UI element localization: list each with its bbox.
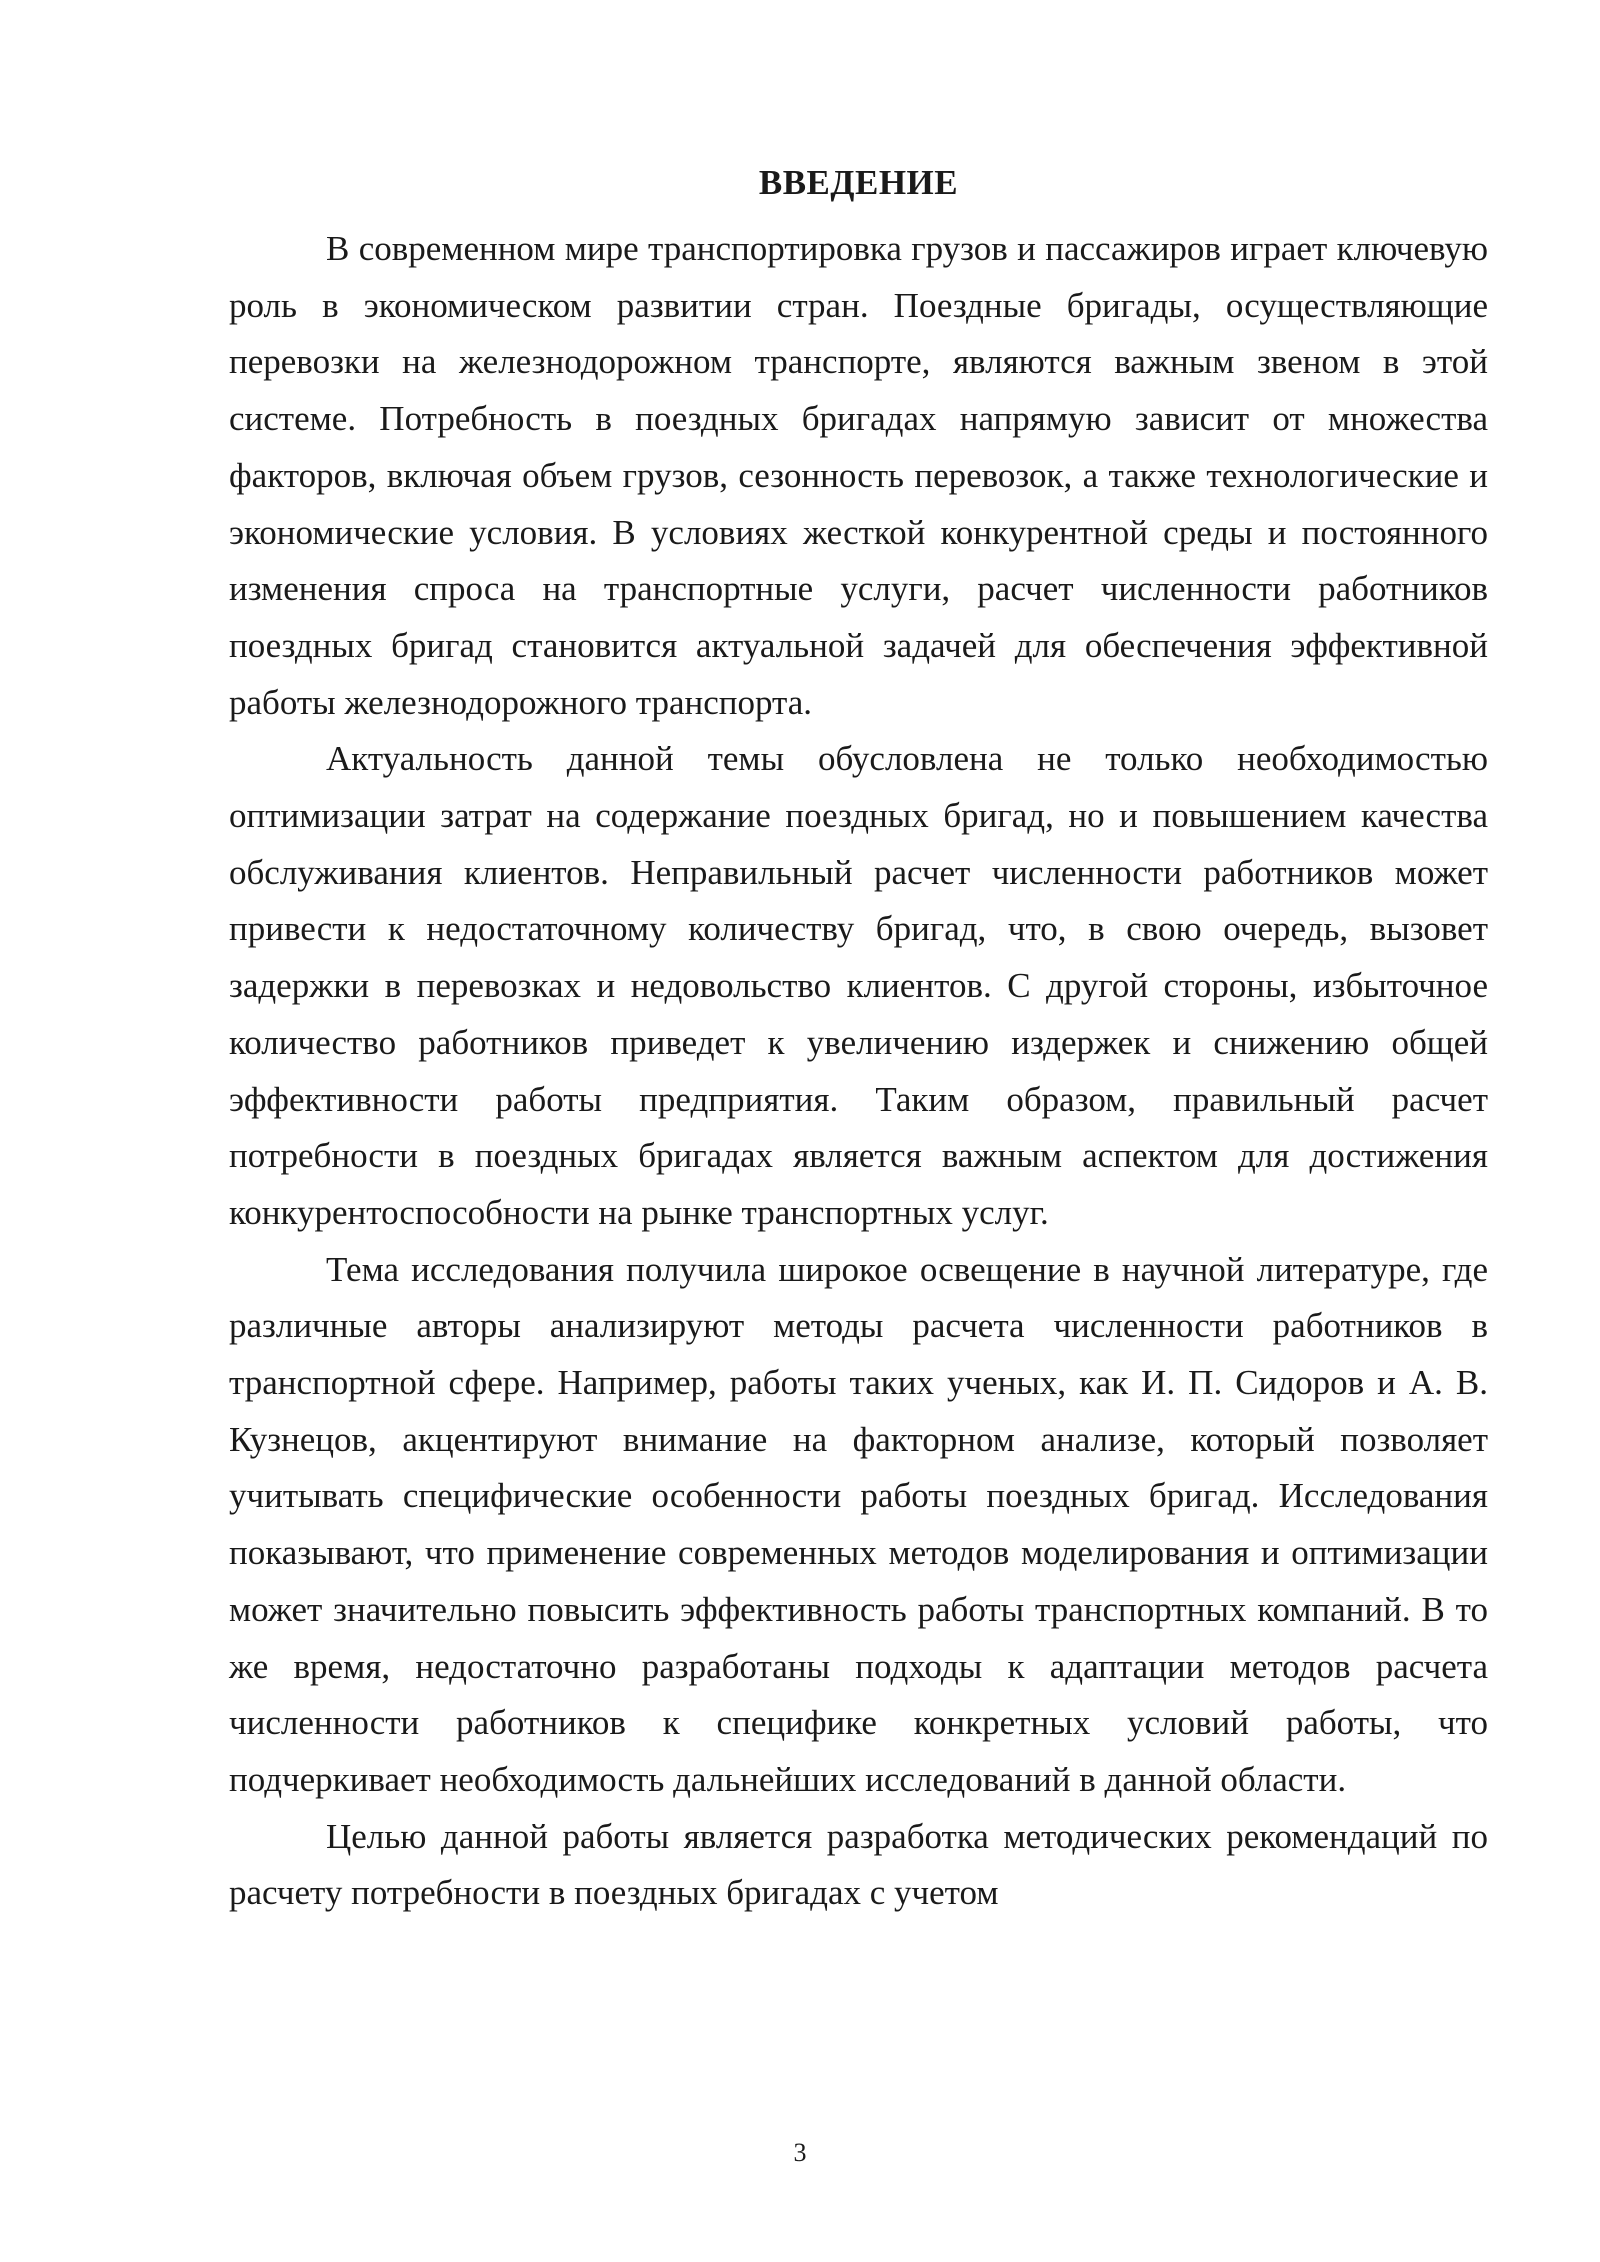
page-number: 3 xyxy=(793,2138,807,2167)
paragraph-literature: Тема исследования получила широкое освещение в научной литературе, где различные авторы анализируют методы расчета численности работников в транспортной сфере. Например, работы таких ученых, как И. П. Сидоров и А. В. Кузнецов, акцентируют внимание на факторном анализе, который позволяет учитывать специфические особенности работы поездных бригад. Исследования показывают, что применение современных методов моделирования и оптимизации может значительно повысить эффективность работы транспортных компаний. В то же время, недостаточно разработаны подходы к адаптации методов расчета численности работников к специфике конкретных условий работы, что подчеркивает необходимость дальнейших исследований в данной области. xyxy=(229,1249,1488,1799)
paragraph-intro: В современном мире транспортировка грузов и пассажиров играет ключевую роль в экономическом развитии стран. Поездные бригады, осуществляющие перевозки на железнодорожном транспорте, являются важным звеном в этой системе. Потребность в поездных бригадах напрямую зависит от множества факторов, включая объем грузов, сезонность перевозок, а также технологические и экономические условия. В условиях жесткой конкурентной среды и постоянного изменения спроса на транспортные услуги, расчет численности работников поездных бригад становится актуальной задачей для обеспечения эффективной работы железнодорожного транспорта. xyxy=(229,229,1488,722)
paragraph-goal: Целью данной работы является разработка методических рекомендаций по расчету потребности в поездных бригадах с учетом xyxy=(229,1816,1488,1913)
paragraph-relevance: Актуальность данной темы обусловлена не только необходимостью оптимизации затрат на содержание поездных бригад, но и повышением качества обслуживания клиентов. Неправильный расчет численности работников может привести к недостаточному количеству бригад, что, в свою очередь, вызовет задержки в перевозках и недовольство клиентов. С другой стороны, избыточное количество работников приведет к увеличению издержек и снижению общей эффективности работы предприятия. Таким образом, правильный расчет потребности в поездных бригадах является важным аспектом для достижения конкурентоспособности на рынке транспортных услуг. xyxy=(229,739,1488,1232)
page-title: ВВЕДЕНИЕ xyxy=(758,163,959,202)
page-body xyxy=(229,163,1488,1922)
